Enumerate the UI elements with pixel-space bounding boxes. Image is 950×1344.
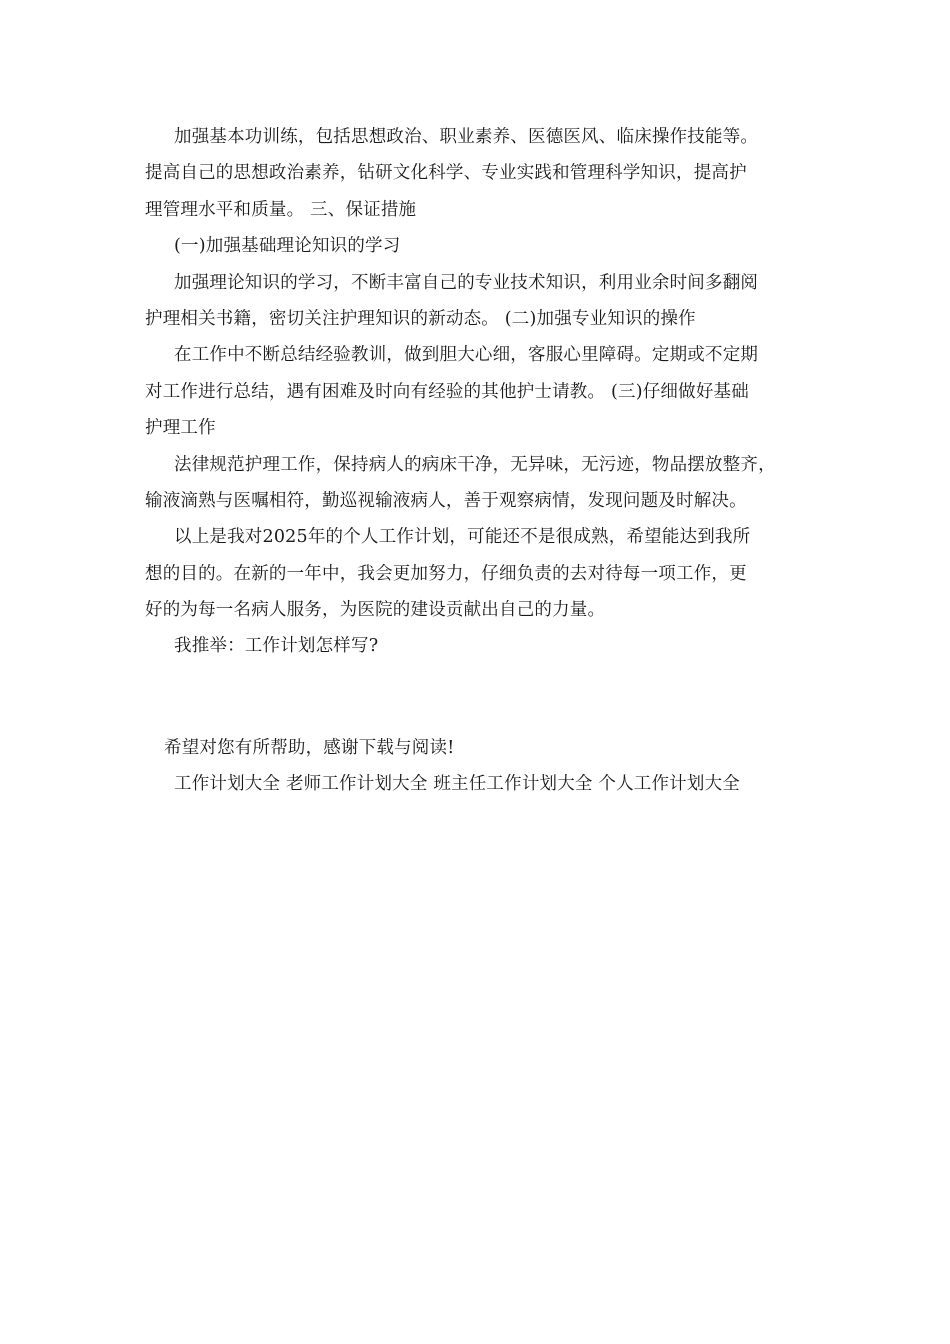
body-line-1: 加强基本功训练，包括思想政治、职业素养、医德医风、临床操作技能等。 [174,127,759,147]
body-line-13: 想的目的。在新的一年中，我会更加努力，仔细负责的去对待每一项工作，更 [145,564,747,584]
body-line-11: 输液滴熟与医嘱相符，勤巡视输液病人，善于观察病情，发现问题及时解决。 [145,491,747,511]
body-line-6: 护理相关书籍，密切关注护理知识的新动态。 (二)加强专业知识的操作 [145,309,696,329]
body-line-9: 护理工作 [145,418,216,438]
body-line-2: 提高自己的思想政治素养，钻研文化科学、专业实践和管理科学知识，提高护 [145,163,747,183]
related-links[interactable]: 工作计划大全 老师工作计划大全 班主任工作计划大全 个人工作计划大全 [174,774,740,794]
body-line-14: 好的为每一名病人服务，为医院的建设贡献出自己的力量。 [145,600,606,620]
body-line-7: 在工作中不断总结经验教训，做到胆大心细，客服心里障碍。定期或不定期 [174,345,759,365]
body-line-5: 加强理论知识的学习，不断丰富自己的专业技术知识，利用业余时间多翻阅 [174,273,759,293]
thanks-text: 希望对您有所帮助，感谢下载与阅读! [164,738,455,758]
body-line-12: 以上是我对2025年的个人工作计划，可能还不是很成熟，希望能达到我所 [174,527,751,547]
body-line-10: 法律规范护理工作，保持病人的病床干净，无异味，无污迹，物品摆放整齐， [174,455,776,475]
recommend-line: 我推举：工作计划怎样写? [174,636,379,656]
body-line-8: 对工作进行总结，遇有困难及时向有经验的其他护士请教。 (三)仔细做好基础 [145,382,749,402]
body-line-4: (一)加强基础理论知识的学习 [174,236,401,256]
body-line-3: 理管理水平和质量。 三、保证措施 [145,200,417,220]
